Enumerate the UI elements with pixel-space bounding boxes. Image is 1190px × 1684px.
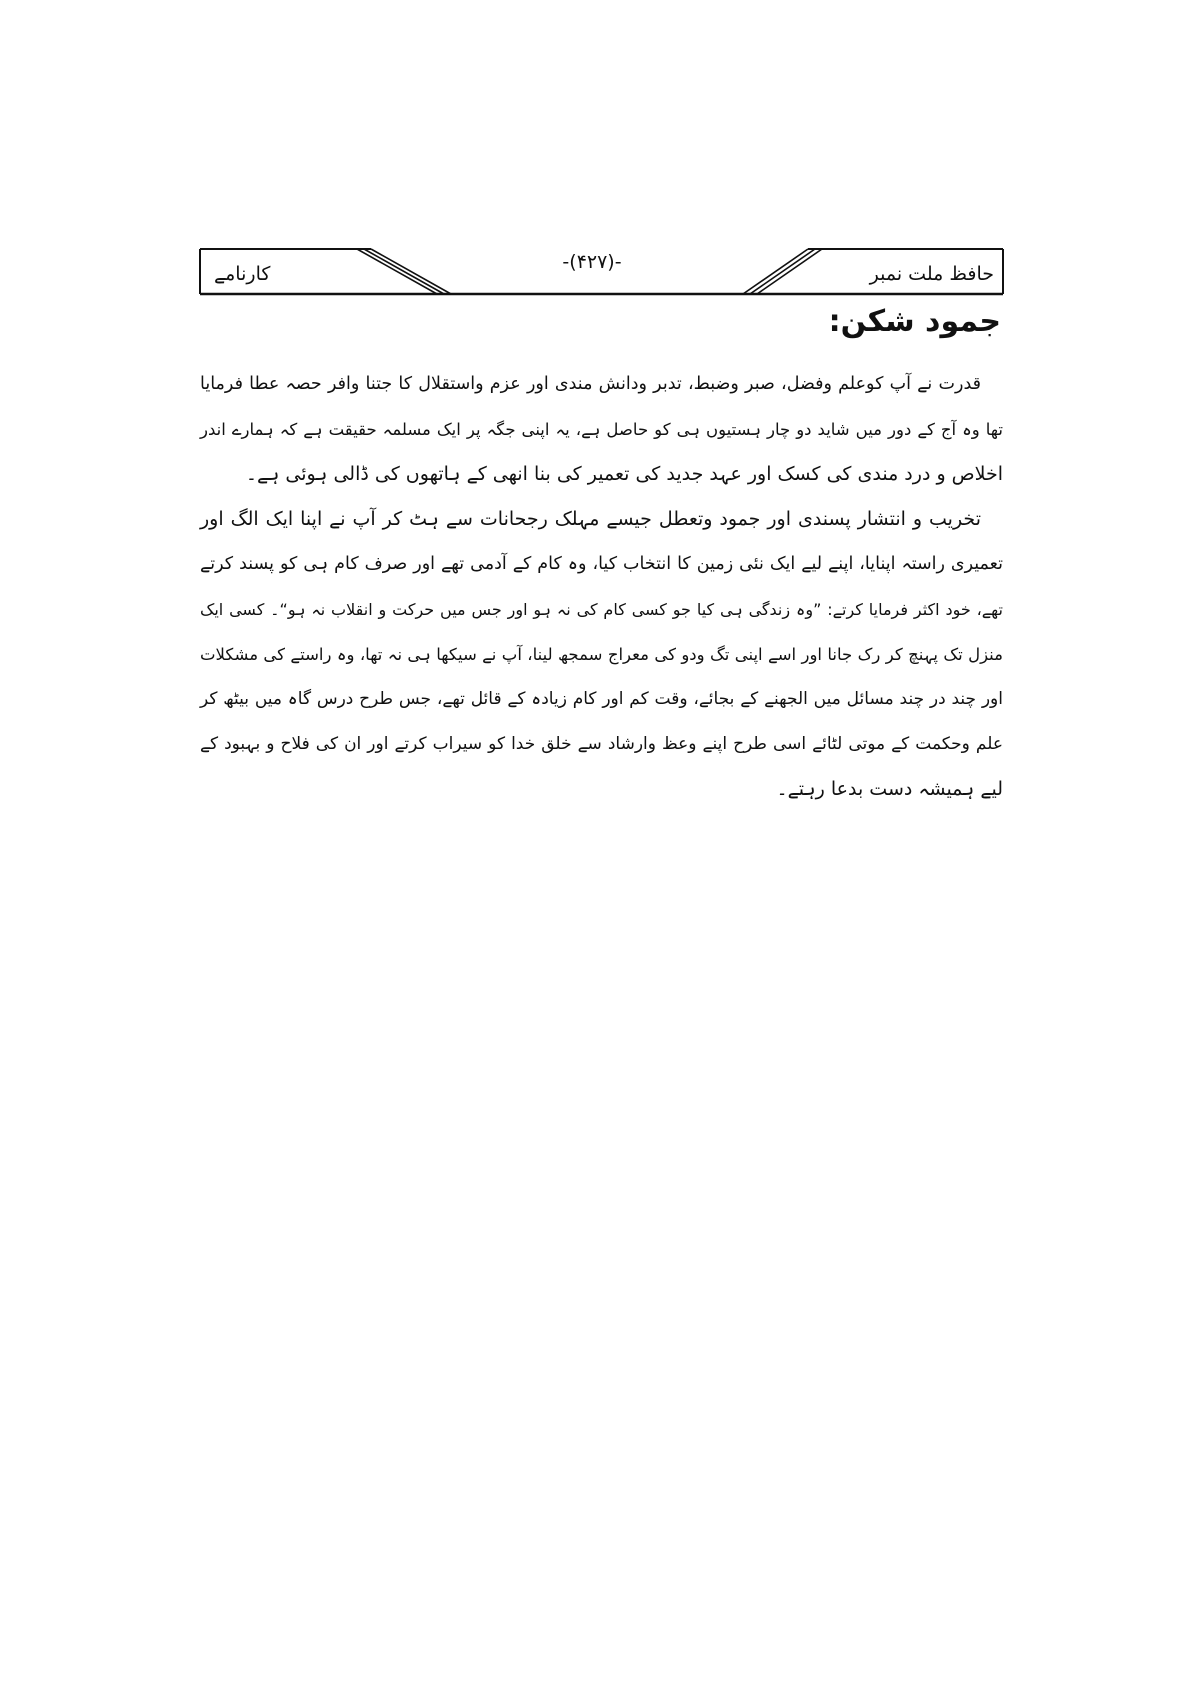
section-heading: جمود شکن: bbox=[828, 304, 1001, 339]
text-line: تھا وہ آج کے دور میں شاید دو چار ہستیوں ہی کو حاصل ہے، یہ اپنی جگہ پر ایک مسلمہ حقیقت ہے کہ ہمارے اندر bbox=[200, 420, 1003, 439]
header-left-label: کارنامے bbox=[214, 263, 271, 285]
text-line: منزل تک پہنچ کر رک جانا اور اسے اپنی تگ ودو کی معراج سمجھ لینا، آپ نے سیکھا ہی نہ تھا، وہ راستے کی مشکلات bbox=[200, 645, 1003, 664]
text-line: تعمیری راستہ اپنایا، اپنے لیے ایک نئی زمین کا انتخاب کیا، وہ کام کے آدمی تھے اور صرف کام ہی کو پسند کرتے bbox=[200, 554, 1003, 574]
text-line: تخریب و انتشار پسندی اور جمود وتعطل جیسے مہلک رجحانات سے ہٹ کر آپ نے اپنا ایک الگ اور bbox=[200, 508, 981, 530]
header-right-label: حافظ ملت نمبر bbox=[869, 263, 994, 285]
header-left-slant-line bbox=[364, 249, 444, 294]
header-right-slant-line bbox=[757, 249, 822, 294]
paragraph bbox=[200, 497, 1003, 812]
text-line: قدرت نے آپ کوعلم وفضل، صبر وضبط، تدبر ودانش مندی اور عزم واستقلال کا جتنا وافر حصہ عطا فرمایا bbox=[200, 374, 981, 394]
header-left-slant-line bbox=[371, 249, 451, 294]
text-line: لیے ہمیشہ دست بدعا رہتے۔ bbox=[776, 778, 1003, 800]
paragraph bbox=[200, 362, 1003, 497]
text-line: اور چند در چند مسائل میں الجھنے کے بجائے، وقت کم اور کام زیادہ کے قائل تھے، جس طرح درس گاہ میں بیٹھ کر bbox=[200, 689, 1003, 709]
header-right-slant-line bbox=[750, 249, 815, 294]
text-line: علم وحکمت کے موتی لٹائے اسی طرح اپنے وعظ وارشاد سے خلق خدا کو سیراب کرتے اور ان کی فلاح و بہبود کے bbox=[200, 734, 1003, 754]
text-line: تھے، خود اکثر فرمایا کرتے: ”وہ زندگی ہی کیا جو کسی کام کی نہ ہو اور جس میں حرکت و انقلاب نہ ہو“۔ کسی ایک bbox=[200, 600, 1003, 619]
article-body bbox=[200, 362, 1003, 812]
text-line: اخلاص و درد مندی کی کسک اور عہد جدید کی تعمیر کی بنا انھی کے ہاتھوں کی ڈالی ہوئی ہے۔ bbox=[245, 463, 1003, 485]
header-right-slant-line bbox=[743, 249, 808, 294]
header-left-slant-line bbox=[357, 249, 437, 294]
page-number: -(۴۲۷)- bbox=[562, 251, 622, 273]
